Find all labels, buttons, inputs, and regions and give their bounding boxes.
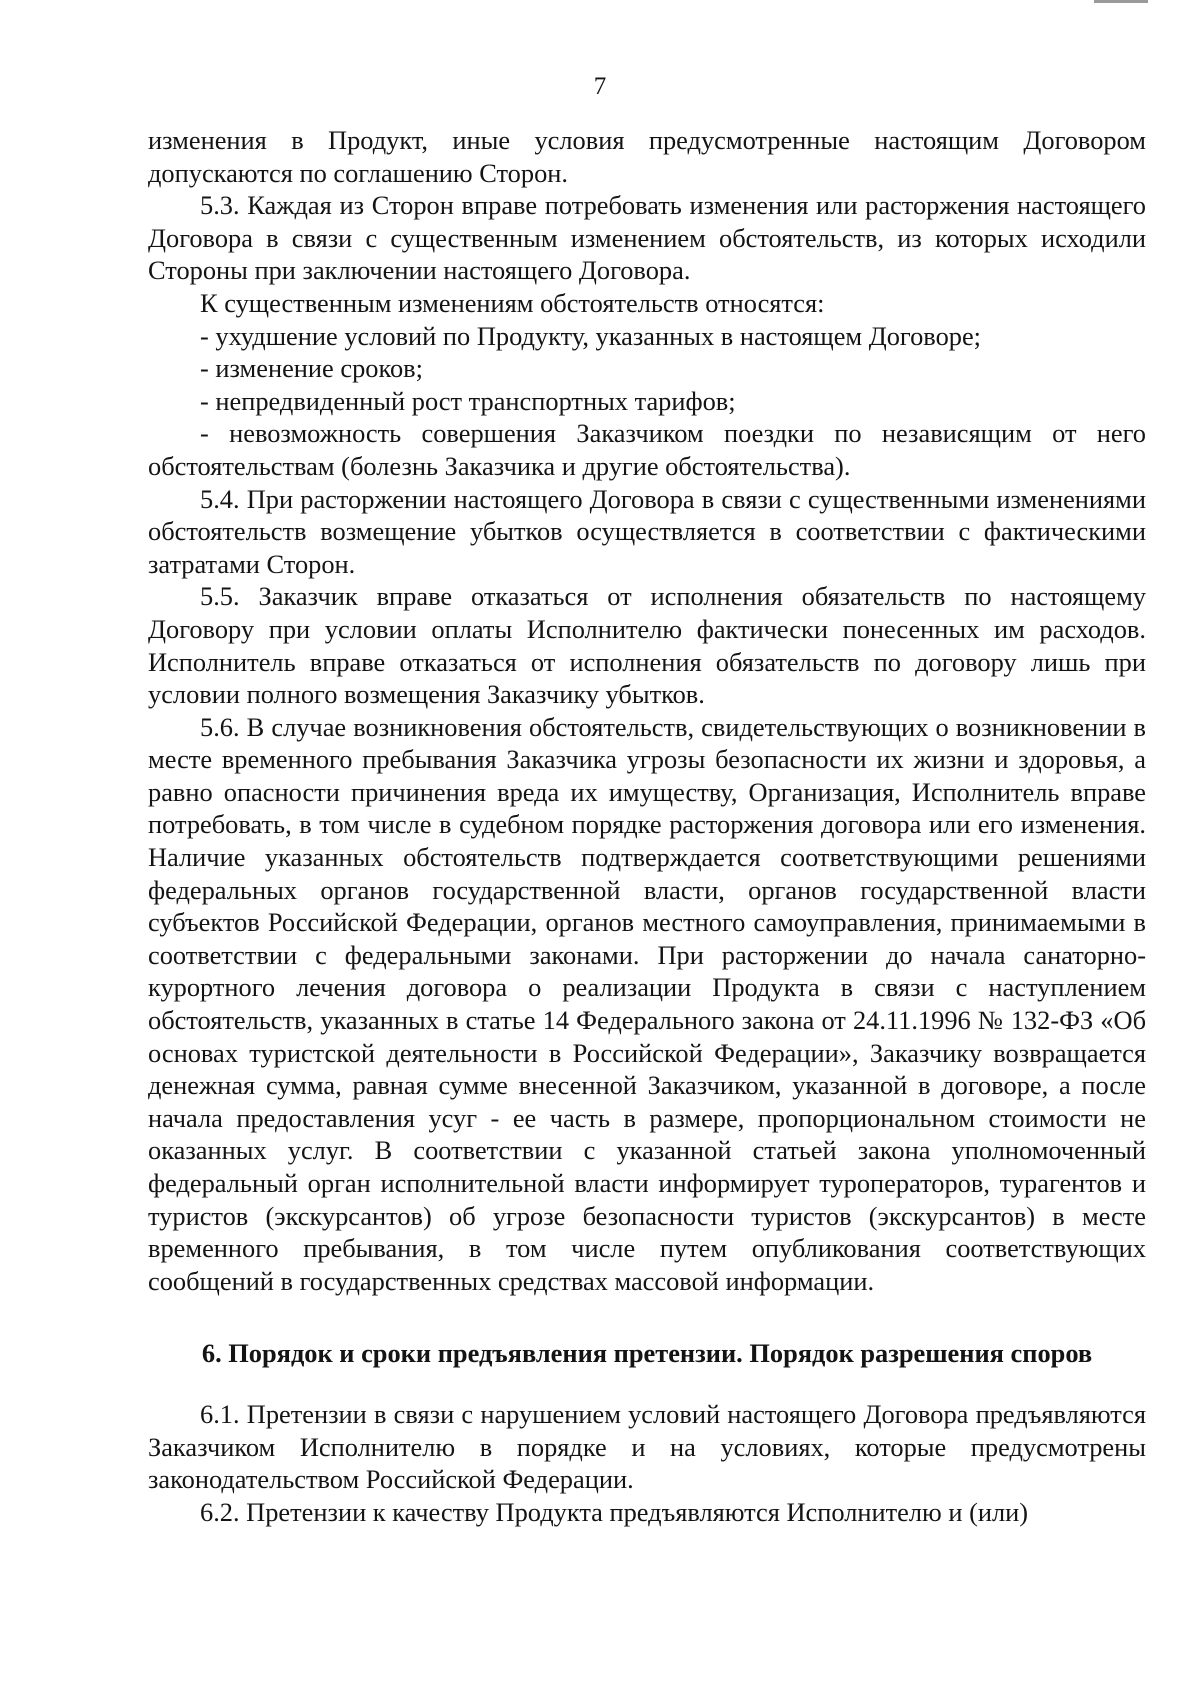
paragraph: 6.2. Претензии к качеству Продукта предъявляются Исполнителю и (или) bbox=[200, 1496, 1029, 1527]
paragraphs-before-heading bbox=[148, 124, 1146, 1297]
paragraph: 5.6. В случае возникновения обстоятельств, свидетельствующих о возникновении в месте временного пребывания Заказчика угрозы безопасности их жизни и здоровья, а равно опасности причинения вреда их имуществу, Организация, Исполнитель вправе потребовать, в том числе в судебном порядке расторжения договора или его изменения. Наличие указанных обстоятельств подтверждается соответствующими решениями федеральных органов государственной власти, органов государственной власти субъектов Российской Федерации, органов местного самоуправления, принимаемыми в соответствии с федеральными законами. При расторжении до начала санаторно-курортного лечения договора о реализации Продукта в связи с наступлением обстоятельств, указанных в статье 14 Федерального закона от 24.11.1996 № 132-ФЗ «Об основах туристской деятельности в Российской Федерации», Заказчику возвращается денежная сумма, равная сумме внесенной Заказчиком, указанной в договоре, а после начала предоставления усуг - ее часть в размере, пропорциональном стоимости не оказанных услуг. В соответствии с указанной статьей закона уполномоченный федеральный орган исполнительной власти информирует туроператоров, турагентов и туристов (экскурсантов) об угрозе безопасности туристов (экскурсантов) в месте временного пребывания, в том числе путем опубликования соответствующих сообщений в государственных средствах массовой информации. bbox=[148, 711, 1146, 1296]
section-heading: 6. Порядок и сроки предъявления претензии. Порядок разрешения споров bbox=[201, 1338, 1093, 1369]
paragraph: 5.3. Каждая из Сторон вправе потребовать изменения или расторжения настоящего Договора в связи с существенным изменением обстоятельств, из которых исходили Стороны при заключении настоящего Договора. bbox=[148, 190, 1146, 286]
scan-edge-mark bbox=[1094, 0, 1148, 3]
document-body bbox=[148, 124, 1146, 1528]
paragraph: 6.1. Претензии в связи с нарушением условий настоящего Договора предъявляются Заказчиком Исполнителю в порядке и на условиях, которые предусмотрены законодательством Российской Федерации. bbox=[148, 1398, 1146, 1495]
list-item: - невозможность совершения Заказчиком поездки по независящим от него обстоятельствам (болезнь Заказчика и другие обстоятельства). bbox=[148, 418, 1146, 481]
list-item: - непредвиденный рост транспортных тарифов; bbox=[200, 385, 736, 416]
paragraph: 5.4. При расторжении настоящего Договора в связи с существенными изменениями обстоятельств возмещение убытков осуществляется в соответствии с фактическими затратами Сторон. bbox=[148, 483, 1146, 579]
paragraph: изменения в Продукт, иные условия предусмотренные настоящим Договором допускаются по соглашению Сторон. bbox=[148, 125, 1146, 188]
list-item: - ухудшение условий по Продукту, указанных в настоящем Договоре; bbox=[200, 320, 982, 351]
paragraphs-after-heading bbox=[148, 1398, 1146, 1528]
page-number: 7 bbox=[593, 73, 607, 100]
list-item: - изменение сроков; bbox=[200, 353, 423, 384]
paragraph: К существенным изменениям обстоятельств относятся: bbox=[200, 287, 825, 318]
paragraph: 5.5. Заказчик вправе отказаться от исполнения обязательств по настоящему Договору при условии оплаты Исполнителю фактически понесенных им расходов. Исполнитель вправе отказаться от исполнения обязательств по договору лишь при условии полного возмещения Заказчику убытков. bbox=[148, 581, 1146, 710]
